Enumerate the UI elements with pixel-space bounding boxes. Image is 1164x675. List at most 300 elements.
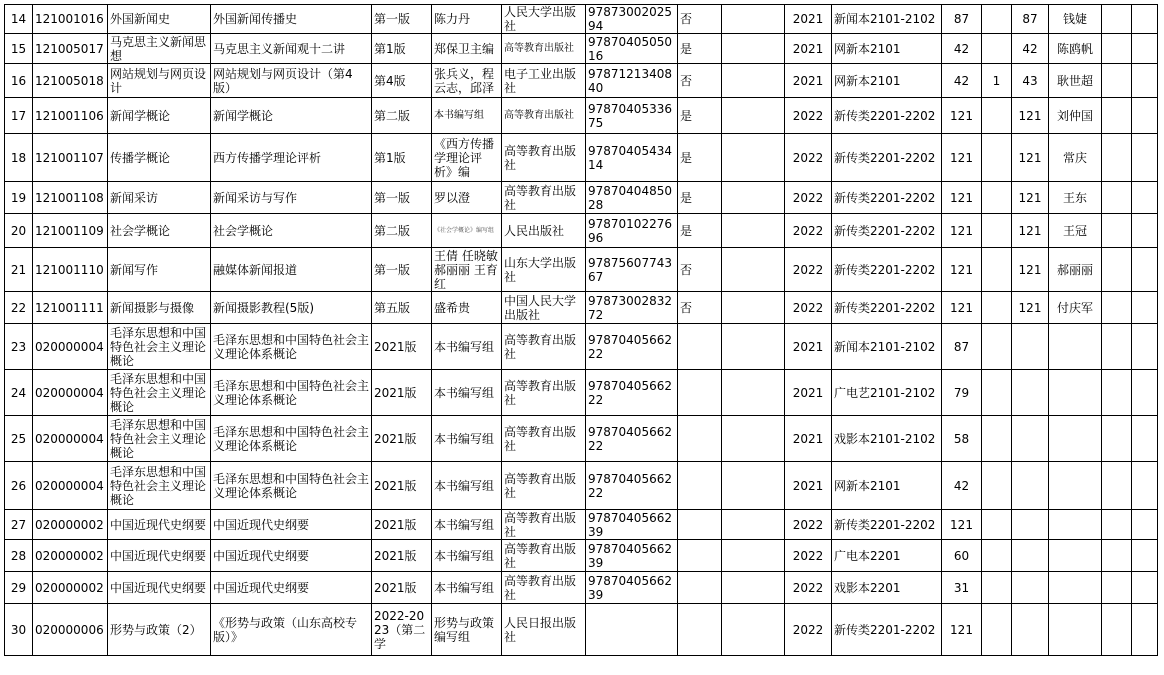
row-number: 25 bbox=[5, 416, 33, 462]
course-name: 中国近现代史纲要 bbox=[108, 510, 211, 540]
publisher: 人民出版社 bbox=[502, 214, 586, 248]
course-code: 020000002 bbox=[33, 540, 108, 572]
class-name: 广电艺2101-2102 bbox=[832, 370, 942, 416]
teacher-name: 王东 bbox=[1049, 182, 1102, 214]
course-code: 121001109 bbox=[33, 214, 108, 248]
table-row bbox=[5, 214, 1158, 248]
textbook-title: 中国近现代史纲要 bbox=[211, 572, 372, 604]
author: 本书编写组 bbox=[432, 324, 502, 370]
total-count: 121 bbox=[1012, 214, 1049, 248]
planned-flag: 是 bbox=[678, 98, 722, 134]
course-name: 外国新闻史 bbox=[108, 5, 211, 34]
total-count bbox=[1012, 540, 1049, 572]
teacher-name: 耿世超 bbox=[1049, 64, 1102, 98]
row-number: 27 bbox=[5, 510, 33, 540]
table-row bbox=[5, 540, 1158, 572]
table-row bbox=[5, 98, 1158, 134]
planned-flag bbox=[678, 370, 722, 416]
row-number: 19 bbox=[5, 182, 33, 214]
class-name: 新传类2201-2202 bbox=[832, 510, 942, 540]
textbook-title: 《形势与政策（山东高校专版）》 bbox=[211, 604, 372, 656]
table-row bbox=[5, 134, 1158, 182]
teacher-name: 郝丽丽 bbox=[1049, 248, 1102, 292]
total-count: 121 bbox=[1012, 98, 1049, 134]
isbn: 9787040505016 bbox=[586, 34, 678, 64]
blank-cell bbox=[722, 5, 785, 34]
teacher-name: 常庆 bbox=[1049, 134, 1102, 182]
isbn: 9787040566239 bbox=[586, 572, 678, 604]
edition: 第一版 bbox=[372, 182, 432, 214]
blank-cell bbox=[1132, 324, 1158, 370]
teacher-count: 1 bbox=[982, 64, 1012, 98]
teacher-name: 王冠 bbox=[1049, 214, 1102, 248]
student-count: 60 bbox=[942, 540, 982, 572]
course-code: 020000004 bbox=[33, 416, 108, 462]
table-row bbox=[5, 604, 1158, 656]
publisher: 人民日报出版社 bbox=[502, 604, 586, 656]
author: 王倩 任晓敏 郝丽丽 王育红 bbox=[432, 248, 502, 292]
class-name: 网新本2101 bbox=[832, 462, 942, 510]
blank-cell bbox=[722, 292, 785, 324]
student-count: 58 bbox=[942, 416, 982, 462]
publisher: 高等教育出版社 bbox=[502, 462, 586, 510]
teacher-name bbox=[1049, 462, 1102, 510]
publisher: 高等教育出版社 bbox=[502, 34, 586, 64]
course-code: 020000006 bbox=[33, 604, 108, 656]
class-name: 新闻本2101-2102 bbox=[832, 5, 942, 34]
total-count: 42 bbox=[1012, 34, 1049, 64]
publisher: 高等教育出版社 bbox=[502, 134, 586, 182]
teacher-count bbox=[982, 462, 1012, 510]
grade-year: 2022 bbox=[785, 540, 832, 572]
total-count bbox=[1012, 604, 1049, 656]
teacher-count bbox=[982, 134, 1012, 182]
blank-cell bbox=[1102, 248, 1132, 292]
teacher-count bbox=[982, 510, 1012, 540]
textbook-title: 融媒体新闻报道 bbox=[211, 248, 372, 292]
row-number: 29 bbox=[5, 572, 33, 604]
textbook-title: 马克思主义新闻观十二讲 bbox=[211, 34, 372, 64]
course-code: 020000004 bbox=[33, 324, 108, 370]
row-number: 18 bbox=[5, 134, 33, 182]
blank-cell bbox=[1102, 182, 1132, 214]
course-name: 新闻采访 bbox=[108, 182, 211, 214]
isbn: 9787040566239 bbox=[586, 540, 678, 572]
row-number: 15 bbox=[5, 34, 33, 64]
table-row bbox=[5, 248, 1158, 292]
isbn bbox=[586, 604, 678, 656]
course-name: 毛泽东思想和中国特色社会主义理论概论 bbox=[108, 324, 211, 370]
student-count: 121 bbox=[942, 182, 982, 214]
author: 郑保卫主编 bbox=[432, 34, 502, 64]
blank-cell bbox=[1102, 510, 1132, 540]
blank-cell bbox=[1102, 98, 1132, 134]
author: 《社会学概论》编写组 bbox=[432, 214, 502, 248]
blank-cell bbox=[722, 540, 785, 572]
row-number: 20 bbox=[5, 214, 33, 248]
planned-flag: 否 bbox=[678, 64, 722, 98]
course-name: 毛泽东思想和中国特色社会主义理论概论 bbox=[108, 416, 211, 462]
table-row bbox=[5, 572, 1158, 604]
teacher-count bbox=[982, 5, 1012, 34]
publisher: 人民大学出版社 bbox=[502, 5, 586, 34]
class-name: 新传类2201-2202 bbox=[832, 248, 942, 292]
teacher-name bbox=[1049, 510, 1102, 540]
teacher-name bbox=[1049, 540, 1102, 572]
class-name: 网新本2101 bbox=[832, 64, 942, 98]
edition: 第一版 bbox=[372, 5, 432, 34]
course-name: 中国近现代史纲要 bbox=[108, 540, 211, 572]
table-row bbox=[5, 292, 1158, 324]
blank-cell bbox=[1132, 182, 1158, 214]
blank-cell bbox=[1132, 214, 1158, 248]
table-row bbox=[5, 416, 1158, 462]
textbook-title: 中国近现代史纲要 bbox=[211, 540, 372, 572]
table-row bbox=[5, 324, 1158, 370]
textbook-title: 外国新闻传播史 bbox=[211, 5, 372, 34]
total-count bbox=[1012, 510, 1049, 540]
course-code: 121001110 bbox=[33, 248, 108, 292]
total-count: 121 bbox=[1012, 134, 1049, 182]
teacher-name: 陈鸥帆 bbox=[1049, 34, 1102, 64]
edition: 第二版 bbox=[372, 214, 432, 248]
author: 本书编写组 bbox=[432, 416, 502, 462]
class-name: 新闻本2101-2102 bbox=[832, 324, 942, 370]
row-number: 24 bbox=[5, 370, 33, 416]
blank-cell bbox=[1132, 34, 1158, 64]
publisher: 高等教育出版社 bbox=[502, 98, 586, 134]
grade-year: 2022 bbox=[785, 510, 832, 540]
blank-cell bbox=[722, 134, 785, 182]
blank-cell bbox=[722, 34, 785, 64]
student-count: 121 bbox=[942, 292, 982, 324]
grade-year: 2021 bbox=[785, 324, 832, 370]
course-code: 020000004 bbox=[33, 370, 108, 416]
blank-cell bbox=[1132, 510, 1158, 540]
textbook-title: 新闻摄影教程(5版) bbox=[211, 292, 372, 324]
edition: 2021版 bbox=[372, 572, 432, 604]
course-name: 新闻学概论 bbox=[108, 98, 211, 134]
row-number: 14 bbox=[5, 5, 33, 34]
row-number: 30 bbox=[5, 604, 33, 656]
planned-flag: 否 bbox=[678, 5, 722, 34]
publisher: 电子工业出版社 bbox=[502, 64, 586, 98]
blank-cell bbox=[722, 248, 785, 292]
blank-cell bbox=[722, 324, 785, 370]
blank-cell bbox=[1102, 370, 1132, 416]
edition: 第二版 bbox=[372, 98, 432, 134]
grade-year: 2021 bbox=[785, 5, 832, 34]
teacher-count bbox=[982, 214, 1012, 248]
blank-cell bbox=[1102, 5, 1132, 34]
student-count: 79 bbox=[942, 370, 982, 416]
edition: 2021版 bbox=[372, 324, 432, 370]
course-code: 121001111 bbox=[33, 292, 108, 324]
publisher: 高等教育出版社 bbox=[502, 370, 586, 416]
blank-cell bbox=[722, 214, 785, 248]
planned-flag bbox=[678, 324, 722, 370]
blank-cell bbox=[1102, 64, 1132, 98]
total-count bbox=[1012, 572, 1049, 604]
teacher-name: 刘仲国 bbox=[1049, 98, 1102, 134]
isbn: 9787040543414 bbox=[586, 134, 678, 182]
author: 本书编写组 bbox=[432, 98, 502, 134]
blank-cell bbox=[722, 510, 785, 540]
textbook-title: 新闻学概论 bbox=[211, 98, 372, 134]
planned-flag: 是 bbox=[678, 34, 722, 64]
course-name: 传播学概论 bbox=[108, 134, 211, 182]
blank-cell bbox=[1102, 324, 1132, 370]
class-name: 广电本2201 bbox=[832, 540, 942, 572]
publisher: 高等教育出版社 bbox=[502, 416, 586, 462]
grade-year: 2021 bbox=[785, 462, 832, 510]
planned-flag: 是 bbox=[678, 214, 722, 248]
publisher: 高等教育出版社 bbox=[502, 540, 586, 572]
blank-cell bbox=[1132, 416, 1158, 462]
planned-flag bbox=[678, 416, 722, 462]
author: 形势与政策编写组 bbox=[432, 604, 502, 656]
total-count: 87 bbox=[1012, 5, 1049, 34]
planned-flag bbox=[678, 604, 722, 656]
blank-cell bbox=[722, 416, 785, 462]
table-row bbox=[5, 64, 1158, 98]
row-number: 22 bbox=[5, 292, 33, 324]
class-name: 戏影本2201 bbox=[832, 572, 942, 604]
blank-cell bbox=[1132, 292, 1158, 324]
planned-flag bbox=[678, 510, 722, 540]
blank-cell bbox=[1132, 370, 1158, 416]
teacher-count bbox=[982, 182, 1012, 214]
planned-flag: 否 bbox=[678, 292, 722, 324]
blank-cell bbox=[1102, 604, 1132, 656]
edition: 2021版 bbox=[372, 510, 432, 540]
teacher-count bbox=[982, 540, 1012, 572]
course-name: 新闻摄影与摄像 bbox=[108, 292, 211, 324]
author: 本书编写组 bbox=[432, 370, 502, 416]
course-code: 121001016 bbox=[33, 5, 108, 34]
table-row bbox=[5, 510, 1158, 540]
author: 本书编写组 bbox=[432, 540, 502, 572]
edition: 2021版 bbox=[372, 462, 432, 510]
course-name: 新闻写作 bbox=[108, 248, 211, 292]
teacher-count bbox=[982, 416, 1012, 462]
course-code: 121005018 bbox=[33, 64, 108, 98]
grade-year: 2022 bbox=[785, 248, 832, 292]
teacher-name: 钱婕 bbox=[1049, 5, 1102, 34]
student-count: 31 bbox=[942, 572, 982, 604]
student-count: 87 bbox=[942, 324, 982, 370]
teacher-count bbox=[982, 292, 1012, 324]
author: 本书编写组 bbox=[432, 572, 502, 604]
blank-cell bbox=[1132, 134, 1158, 182]
course-code: 020000002 bbox=[33, 572, 108, 604]
row-number: 16 bbox=[5, 64, 33, 98]
edition: 2022-2023（第二学 bbox=[372, 604, 432, 656]
isbn: 9787040566222 bbox=[586, 324, 678, 370]
planned-flag bbox=[678, 572, 722, 604]
grade-year: 2021 bbox=[785, 64, 832, 98]
total-count bbox=[1012, 416, 1049, 462]
student-count: 121 bbox=[942, 98, 982, 134]
blank-cell bbox=[722, 462, 785, 510]
row-number: 17 bbox=[5, 98, 33, 134]
planned-flag: 否 bbox=[678, 248, 722, 292]
textbook-title: 毛泽东思想和中国特色社会主义理论体系概论 bbox=[211, 324, 372, 370]
textbook-title: 西方传播学理论评析 bbox=[211, 134, 372, 182]
isbn: 9787040566222 bbox=[586, 462, 678, 510]
textbook-title: 中国近现代史纲要 bbox=[211, 510, 372, 540]
isbn: 9787010227696 bbox=[586, 214, 678, 248]
blank-cell bbox=[1102, 462, 1132, 510]
blank-cell bbox=[1102, 214, 1132, 248]
teacher-count bbox=[982, 248, 1012, 292]
planned-flag: 是 bbox=[678, 134, 722, 182]
grade-year: 2021 bbox=[785, 34, 832, 64]
publisher: 中国人民大学出版社 bbox=[502, 292, 586, 324]
isbn: 9787300283272 bbox=[586, 292, 678, 324]
grade-year: 2022 bbox=[785, 292, 832, 324]
table-row bbox=[5, 5, 1158, 34]
grade-year: 2022 bbox=[785, 98, 832, 134]
publisher: 山东大学出版社 bbox=[502, 248, 586, 292]
grade-year: 2021 bbox=[785, 370, 832, 416]
textbook-title: 社会学概论 bbox=[211, 214, 372, 248]
total-count: 121 bbox=[1012, 248, 1049, 292]
blank-cell bbox=[722, 572, 785, 604]
teacher-count bbox=[982, 370, 1012, 416]
class-name: 新传类2201-2202 bbox=[832, 182, 942, 214]
edition: 第1版 bbox=[372, 34, 432, 64]
student-count: 42 bbox=[942, 34, 982, 64]
teacher-name: 付庆军 bbox=[1049, 292, 1102, 324]
teacher-name bbox=[1049, 370, 1102, 416]
course-code: 121005017 bbox=[33, 34, 108, 64]
course-name: 网站规划与网页设计 bbox=[108, 64, 211, 98]
planned-flag: 是 bbox=[678, 182, 722, 214]
isbn: 9787300202594 bbox=[586, 5, 678, 34]
grade-year: 2022 bbox=[785, 214, 832, 248]
table-row bbox=[5, 182, 1158, 214]
author: 盛希贵 bbox=[432, 292, 502, 324]
total-count bbox=[1012, 462, 1049, 510]
planned-flag bbox=[678, 540, 722, 572]
edition: 第五版 bbox=[372, 292, 432, 324]
blank-cell bbox=[1102, 540, 1132, 572]
author: 本书编写组 bbox=[432, 510, 502, 540]
teacher-name bbox=[1049, 604, 1102, 656]
edition: 第1版 bbox=[372, 134, 432, 182]
course-code: 121001108 bbox=[33, 182, 108, 214]
blank-cell bbox=[1102, 572, 1132, 604]
blank-cell bbox=[1132, 540, 1158, 572]
publisher: 高等教育出版社 bbox=[502, 510, 586, 540]
course-name: 马克思主义新闻思想 bbox=[108, 34, 211, 64]
textbook-title: 网站规划与网页设计（第4版） bbox=[211, 64, 372, 98]
teacher-name bbox=[1049, 572, 1102, 604]
class-name: 网新本2101 bbox=[832, 34, 942, 64]
course-name: 毛泽东思想和中国特色社会主义理论概论 bbox=[108, 462, 211, 510]
isbn: 9787121340840 bbox=[586, 64, 678, 98]
blank-cell bbox=[1102, 416, 1132, 462]
blank-cell bbox=[1132, 248, 1158, 292]
course-code: 121001106 bbox=[33, 98, 108, 134]
edition: 2021版 bbox=[372, 540, 432, 572]
teacher-count bbox=[982, 34, 1012, 64]
row-number: 21 bbox=[5, 248, 33, 292]
blank-cell bbox=[722, 182, 785, 214]
publisher: 高等教育出版社 bbox=[502, 572, 586, 604]
total-count bbox=[1012, 370, 1049, 416]
total-count bbox=[1012, 324, 1049, 370]
teacher-count bbox=[982, 604, 1012, 656]
grade-year: 2022 bbox=[785, 182, 832, 214]
isbn: 9787040566239 bbox=[586, 510, 678, 540]
blank-cell bbox=[1132, 98, 1158, 134]
author: 陈力丹 bbox=[432, 5, 502, 34]
class-name: 新传类2201-2202 bbox=[832, 98, 942, 134]
student-count: 121 bbox=[942, 510, 982, 540]
blank-cell bbox=[1102, 134, 1132, 182]
blank-cell bbox=[722, 98, 785, 134]
student-count: 42 bbox=[942, 462, 982, 510]
course-name: 社会学概论 bbox=[108, 214, 211, 248]
textbook-table bbox=[4, 4, 1158, 656]
planned-flag bbox=[678, 462, 722, 510]
row-number: 26 bbox=[5, 462, 33, 510]
student-count: 87 bbox=[942, 5, 982, 34]
author: 张兵义，程云志，邱泽 bbox=[432, 64, 502, 98]
author: 罗以澄 bbox=[432, 182, 502, 214]
blank-cell bbox=[1132, 5, 1158, 34]
isbn: 9787040485028 bbox=[586, 182, 678, 214]
total-count: 43 bbox=[1012, 64, 1049, 98]
class-name: 新传类2201-2202 bbox=[832, 134, 942, 182]
row-number: 28 bbox=[5, 540, 33, 572]
textbook-title: 毛泽东思想和中国特色社会主义理论体系概论 bbox=[211, 370, 372, 416]
grade-year: 2022 bbox=[785, 572, 832, 604]
blank-cell bbox=[1132, 572, 1158, 604]
student-count: 121 bbox=[942, 134, 982, 182]
class-name: 新传类2201-2202 bbox=[832, 214, 942, 248]
course-code: 020000004 bbox=[33, 462, 108, 510]
grade-year: 2022 bbox=[785, 134, 832, 182]
publisher: 高等教育出版社 bbox=[502, 324, 586, 370]
total-count: 121 bbox=[1012, 182, 1049, 214]
class-name: 戏影本2101-2102 bbox=[832, 416, 942, 462]
textbook-title: 毛泽东思想和中国特色社会主义理论体系概论 bbox=[211, 416, 372, 462]
isbn: 9787040566222 bbox=[586, 370, 678, 416]
isbn: 9787040533675 bbox=[586, 98, 678, 134]
student-count: 121 bbox=[942, 248, 982, 292]
grade-year: 2021 bbox=[785, 416, 832, 462]
edition: 第一版 bbox=[372, 248, 432, 292]
teacher-count bbox=[982, 572, 1012, 604]
isbn: 9787040566222 bbox=[586, 416, 678, 462]
student-count: 121 bbox=[942, 604, 982, 656]
textbook-title: 新闻采访与写作 bbox=[211, 182, 372, 214]
blank-cell bbox=[1132, 462, 1158, 510]
blank-cell bbox=[1132, 604, 1158, 656]
publisher: 高等教育出版社 bbox=[502, 182, 586, 214]
textbook-title: 毛泽东思想和中国特色社会主义理论体系概论 bbox=[211, 462, 372, 510]
table-row bbox=[5, 34, 1158, 64]
grade-year: 2022 bbox=[785, 604, 832, 656]
student-count: 42 bbox=[942, 64, 982, 98]
edition: 2021版 bbox=[372, 370, 432, 416]
teacher-name bbox=[1049, 324, 1102, 370]
course-code: 020000002 bbox=[33, 510, 108, 540]
row-number: 23 bbox=[5, 324, 33, 370]
